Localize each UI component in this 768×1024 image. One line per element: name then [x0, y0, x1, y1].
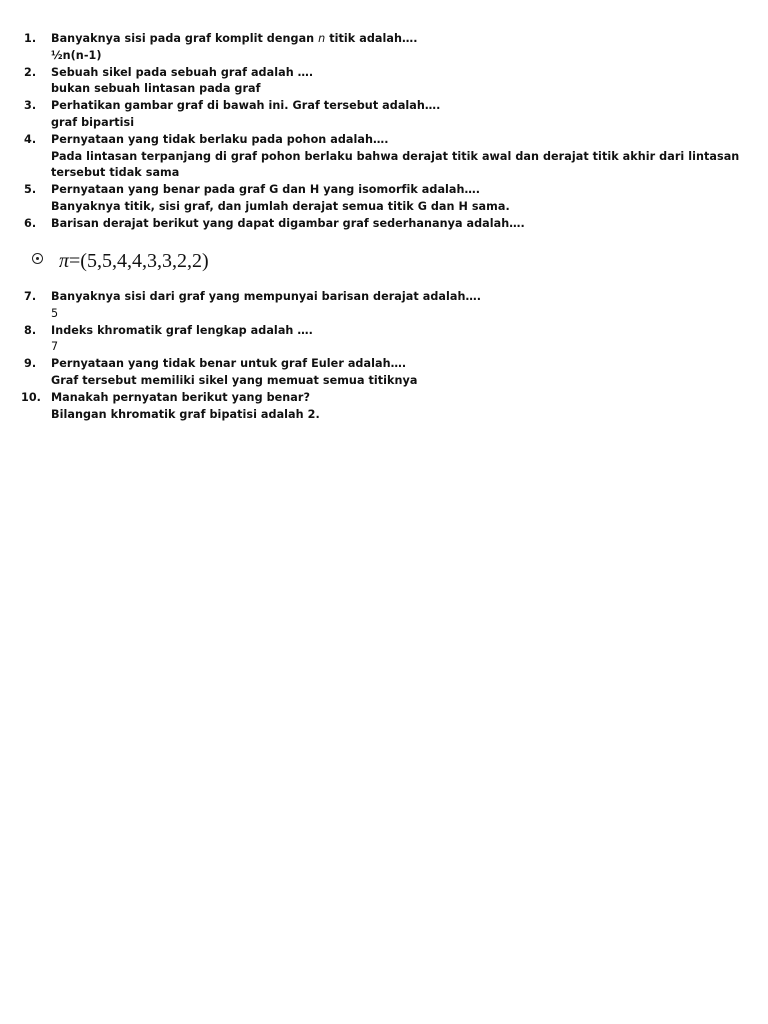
question-text: Manakah pernyatan berikut yang benar? — [51, 390, 310, 404]
question-number: 2. — [24, 65, 37, 79]
answer-text: Bilangan khromatik graf bipatisi adalah 2. — [51, 407, 320, 421]
question-text-part: titik adalah…. — [325, 32, 418, 45]
question-item-1 — [24, 31, 754, 65]
formula-sequence: =(5,5,4,4,3,3,2,2) — [69, 249, 209, 272]
question-item-6 — [24, 216, 754, 233]
question-item-8 — [24, 323, 754, 357]
question-item-2 — [24, 65, 754, 99]
radio-bullet-icon — [32, 253, 43, 264]
answer-text: Graf tersebut memiliki sikel yang memuat semua titiknya — [51, 373, 418, 387]
question-text: Pernyataan yang benar pada graf G dan H yang isomorfik adalah…. — [51, 183, 481, 197]
question-item-3 — [24, 98, 754, 132]
answer-text: graf bipartisi — [51, 115, 135, 129]
pi-symbol: π — [59, 249, 70, 272]
answer-text: 5 — [51, 306, 59, 320]
question-number: 1. — [24, 32, 37, 45]
question-text — [51, 31, 754, 48]
question-number: 8. — [24, 323, 37, 337]
question-number: 7. — [24, 290, 37, 303]
question-text: Barisan derajat berikut yang dapat digambar graf sederhananya adalah…. — [51, 216, 525, 230]
question-text: Pernyataan yang tidak benar untuk graf Euler adalah…. — [51, 357, 407, 371]
question-number: 4. — [24, 132, 37, 146]
question-item-4 — [24, 132, 754, 182]
formula-text — [59, 250, 209, 273]
question-text-italic: n — [318, 32, 326, 45]
question-number: 10. — [21, 390, 41, 404]
question-number: 6. — [24, 216, 37, 230]
question-number: 5. — [24, 183, 37, 197]
answer-text: 7 — [51, 340, 59, 354]
answer-text: Banyaknya titik, sisi graf, dan jumlah derajat semua titik G dan H sama. — [51, 199, 510, 213]
question-item-7 — [24, 289, 754, 323]
answer-text: ½n(n-1) — [51, 48, 102, 62]
question-number: 9. — [24, 357, 37, 371]
question-list-2 — [21, 289, 754, 423]
question-text-part: Banyaknya sisi pada graf komplit dengan — [51, 32, 319, 45]
question-text: Banyaknya sisi dari graf yang mempunyai barisan derajat adalah…. — [51, 290, 482, 303]
question-text: Perhatikan gambar graf di bawah ini. Graf tersebut adalah…. — [51, 99, 441, 113]
answer-text: Pada lintasan terpanjang di graf pohon berlaku bahwa derajat titik awal dan derajat titik akhir dari lintasan tersebut tidak sama — [51, 149, 740, 180]
question-list-1 — [24, 31, 754, 233]
question-text: Pernyataan yang tidak berlaku pada pohon adalah…. — [51, 132, 389, 146]
question-text: Sebuah sikel pada sebuah graf adalah …. — [51, 65, 314, 79]
answer-text: bukan sebuah lintasan pada graf — [51, 82, 261, 96]
question-item-5 — [24, 182, 754, 216]
question-text: Indeks khromatik graf lengkap adalah …. — [51, 323, 313, 337]
question-item-10 — [21, 390, 754, 424]
question-number: 3. — [24, 99, 37, 113]
degree-sequence-formula — [32, 246, 209, 276]
question-item-9 — [24, 356, 754, 390]
